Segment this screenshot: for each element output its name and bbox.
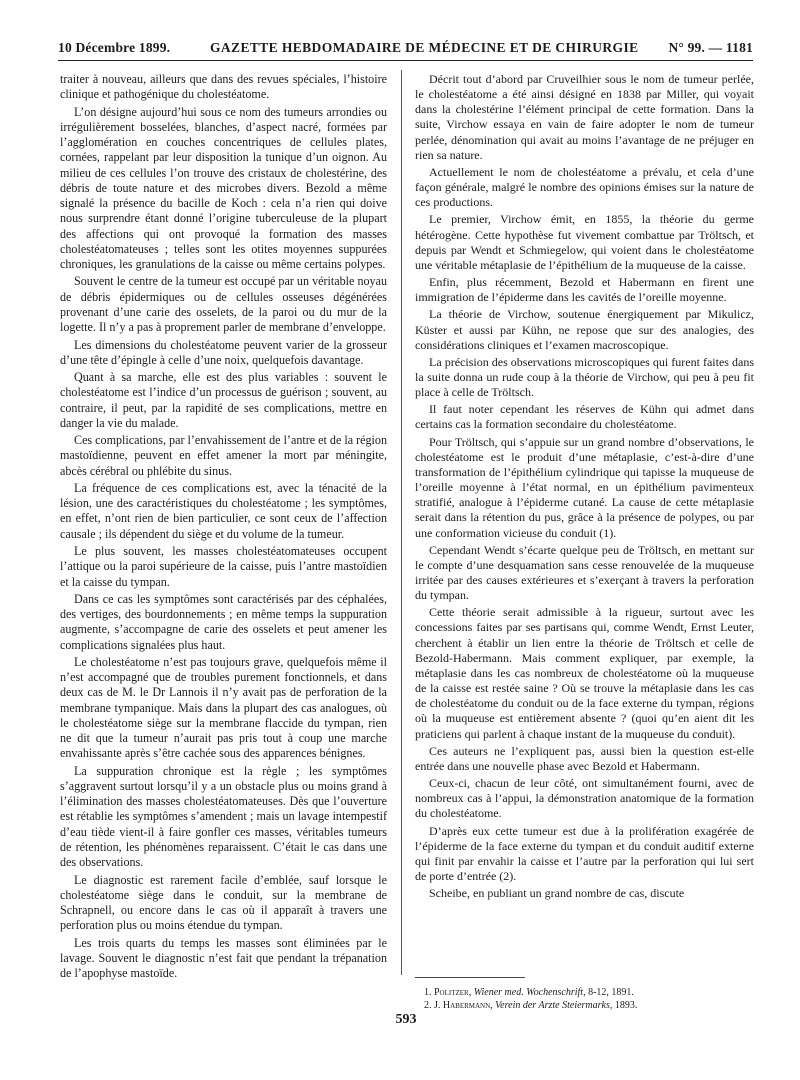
paragraph: Il faut noter cependant les réserves de Kühn qui admet dans certains cas la formation secondaire du cholestéatome. bbox=[415, 402, 754, 432]
footnote-source: Verein der Arzte Steiermarks, bbox=[495, 1000, 613, 1011]
left-column bbox=[60, 72, 387, 983]
footnote-rule bbox=[415, 977, 525, 978]
header-issue-number: N° 99. — 1181 bbox=[668, 40, 753, 55]
paragraph: Le premier, Virchow émit, en 1855, la théorie du germe hétérogène. Cette hypothèse fut vivement combattue par Tröltsch, et depuis par Wendt et Schmiegelow, qui voient dans le cholestéatome une véritable métaplasie de l’épithélium de la muqueuse de la caisse. bbox=[415, 212, 754, 272]
paragraph: Cependant Wendt s’écarte quelque peu de Tröltsch, en mettant sur le compte d’une desquamation sans cesse renouvelée de la muqueuse irritée par des causes extérieures et s’exerçant à travers la perforation du tympan. bbox=[415, 542, 754, 603]
header-journal-title: GAZETTE HEBDOMADAIRE DE MÉDECINE ET DE CHIRURGIE bbox=[210, 40, 639, 55]
paragraph: Décrit tout d’abord par Cruveilhier sous le nom de tumeur perlée, le cholestéatome a été ainsi désigné en 1838 par Miller, qui voyait dans la cholestérine l’élément principal de cette formation. Dans la suite, Virchow essaya en vain de faire adopter le nom de tumeur perlée, dénomination qui avait au moins l’avantage de ne préjuger en rien sa nature. bbox=[415, 72, 754, 162]
right-column bbox=[415, 72, 754, 903]
paragraph: Les trois quarts du temps les masses sont éliminées par le lavage. Souvent le diagnostic n’est fait que pendant la trépanation de l’apophyse mastoïde. bbox=[60, 935, 387, 981]
paragraph: Dans ce cas les symptômes sont caractérisés par des céphalées, des vertiges, des bourdonnements ; en même temps la suppuration augmente, s’accompagne de carie des osselets et peut amener les complications signalées plus haut. bbox=[60, 591, 387, 652]
footnote-number: 1. bbox=[424, 987, 432, 998]
header-date: 10 Décembre 1899. bbox=[58, 40, 171, 55]
page-number: 593 bbox=[395, 1012, 417, 1027]
footnotes bbox=[424, 986, 754, 1012]
paragraph: Enfin, plus récemment, Bezold et Habermann en firent une immigration de l’épiderme dans les cavités de l’oreille moyenne. bbox=[415, 275, 754, 305]
footnote-details: 8-12, 1891. bbox=[588, 987, 634, 998]
paragraph: La suppuration chronique est la règle ; les symptômes s’aggravent surtout lorsqu’il y a un obstacle plus ou moins grand à l’élimination des masses cholestéatomateuses. Dès que l’ouverture est rétablie les symptômes s’amendent ; mais un lavage intempestif d’eau tiède vient-il à faire gonfler ces masses, véritables tumeurs de rétention, les phénomènes reparaissent. C’était le cas dans une des observations. bbox=[60, 763, 387, 870]
footnote-number: 2. bbox=[424, 1000, 432, 1011]
paragraph: Ces auteurs ne l’expliquent pas, aussi bien la question est-elle entrée dans une nouvelle phase avec Bezold et Habermann. bbox=[415, 743, 754, 773]
paragraph: Le diagnostic est rarement facile d’emblée, sauf lorsque le cholestéatome siège dans le conduit, sur la membrane de Schrapnell, ou encore dans le cas où il apparaît à travers une perforation plus ou moins étendue du tympan. bbox=[60, 872, 387, 933]
paragraph: Scheibe, en publiant un grand nombre de cas, discute bbox=[429, 886, 685, 901]
footnote-author: Politzer, bbox=[434, 987, 472, 998]
paragraph: Pour Tröltsch, qui s’appuie sur un grand nombre d’observations, le cholestéatome est le produit d’une métaplasie, c’est-à-dire d’une transformation de l’épithélium cylindrique qui tapisse la muqueuse de l’oreille moyenne à l’état normal, en un épithélium pavimenteux stratifié, analogue à l’épiderme cutané. La cause de cette métaplasie serait dans la rétention du pus, grâce à la présence de polypes, ou par une conformation vicieuse du conduit (1). bbox=[415, 434, 754, 540]
paragraph: La fréquence de ces complications est, avec la ténacité de la lésion, une des caractéristiques du cholestéatome ; les symptômes, en effet, n’ont rien de bien particulier, ce sont ceux de l’affection causale ; ils dépendent du siège et du volume de la tumeur. bbox=[60, 480, 387, 541]
paragraph: La théorie de Virchow, soutenue énergiquement par Mikulicz, Küster et aussi par Kühn, ne repose que sur des analogies, des considérations cliniques et l’examen macroscopique. bbox=[415, 307, 754, 352]
paragraph: Cette théorie serait admissible à la rigueur, surtout avec les concessions faites par ses partisans qui, comme Wendt, Ernst Leuter, cherchent à établir un lien entre la théorie de Tröltsch et celle de Bezold-Habermann. Mais comment expliquer, par exemple, la métaplasie dans les cas nombreux de cholestéatome où la muqueuse de la caisse est restée saine ? Où se trouve la métaplasie dans les cas de cholestéatome du conduit ou de la face externe du tympan, régions où la muqueuse est entièrement absente ? (quoi qu’en aient dit les praticiens qui parlent à chaque instant de la muqueuse du conduit). bbox=[415, 605, 754, 741]
paragraph: Les dimensions du cholestéatome peuvent varier de la grosseur d’une tête d’épingle à celle d’une noix, quelquefois davantage. bbox=[60, 337, 387, 367]
paragraph: Ceux-ci, chacun de leur côté, ont simultanément fourni, avec de nombreux cas à l’appui, la démonstration anatomique de la formation du cholestéatome. bbox=[415, 776, 754, 821]
paragraph: La précision des observations microscopiques qui furent faites dans la suite donna un rude coup à la théorie de Virchow, qui peu à peu fit place à celle de Tröltsch. bbox=[415, 354, 754, 400]
column-divider bbox=[401, 70, 402, 975]
footnote-details: 1893. bbox=[614, 1000, 638, 1011]
footnote-source: Wiener med. Wochenschrift, bbox=[473, 987, 586, 998]
footnote-author: J. Habermann, bbox=[434, 1000, 493, 1011]
paragraph: D’après eux cette tumeur est due à la prolifération exagérée de l’épiderme de la face externe du tympan et du conduit auditif externe qui finit par envahir la caisse et l’autre par la perforation qui lui sert de porte d’entrée (2). bbox=[415, 823, 754, 883]
paragraph: Le cholestéatome n’est pas toujours grave, quelquefois même il n’est accompagné que de troubles purement fonctionnels, et dans deux cas de M. le Dr Lannois il n’y avait pas de perforation de la membrane tympanique. Mais dans la plupart des cas analogues, où le cholestéatome siège sur la membrane flaccide du tympan, rien ne dit que la tumeur n’aurait pas pris tout à coup une marche envahissante après s’être cachée sous des apparences bénignes. bbox=[60, 654, 387, 761]
paragraph: Souvent le centre de la tumeur est occupé par un véritable noyau de débris épidermiques ou de cellules osseuses dégénérées provenant d’une carie des osselets, de la paroi ou du mur de la logette. Il n’y a pas à proprement parler de membrane d’enveloppe. bbox=[60, 274, 387, 335]
paragraph: Ces complications, par l’envahissement de l’antre et de la région mastoïdienne, peuvent en effet amener la mort par méningite, abcès cérébral ou phlébite du sinus. bbox=[60, 433, 387, 478]
paragraph: L’on désigne aujourd’hui sous ce nom des tumeurs arrondies ou irrégulièrement bosselées, blanches, d’aspect nacré, formées par l’agglomération en couches concentriques de cellules plates, cornées, rappelant par leur disposition la tunique d’un oignon. Au milieu de ces cellules l’on trouve des cristaux de cholestérine, des débris de toute nature et des microbes divers. Bezold a même signalé la présence du bacille de Koch : cela n’a rien qui doive nous surprendre étant donné l’origine tuberculeuse de la plupart des affections qui ont provoqué la formation des masses cholestéatomateuses ; telles sont les otites moyennes suppurées chroniques, les granulations de la caisse ou même certains polypes. bbox=[60, 104, 387, 272]
paragraph: Actuellement le nom de cholestéatome a prévalu, et cela d’une façon générale, malgré le nombre des opinions émises sur la nature de ces productions. bbox=[415, 164, 754, 210]
footnote bbox=[424, 999, 754, 1012]
running-header bbox=[58, 38, 753, 61]
footnote bbox=[424, 986, 754, 999]
paragraph: Le plus souvent, les masses cholestéatomateuses occupent l’attique ou la paroi supérieure de la caisse, puis l’antre mastoïdien et la caisse du tympan. bbox=[60, 543, 387, 589]
paragraph: traiter à nouveau, ailleurs que dans des revues spéciales, l’histoire clinique et pathogénique du cholestéatome. bbox=[60, 72, 387, 102]
paragraph: Quant à sa marche, elle est des plus variables : souvent le cholestéatome est l’indice d’un processus de guérison ; souvent, au contraire, il peut, par la rapidité de ses complications, mettre en danger la vie du malade. bbox=[60, 370, 387, 430]
